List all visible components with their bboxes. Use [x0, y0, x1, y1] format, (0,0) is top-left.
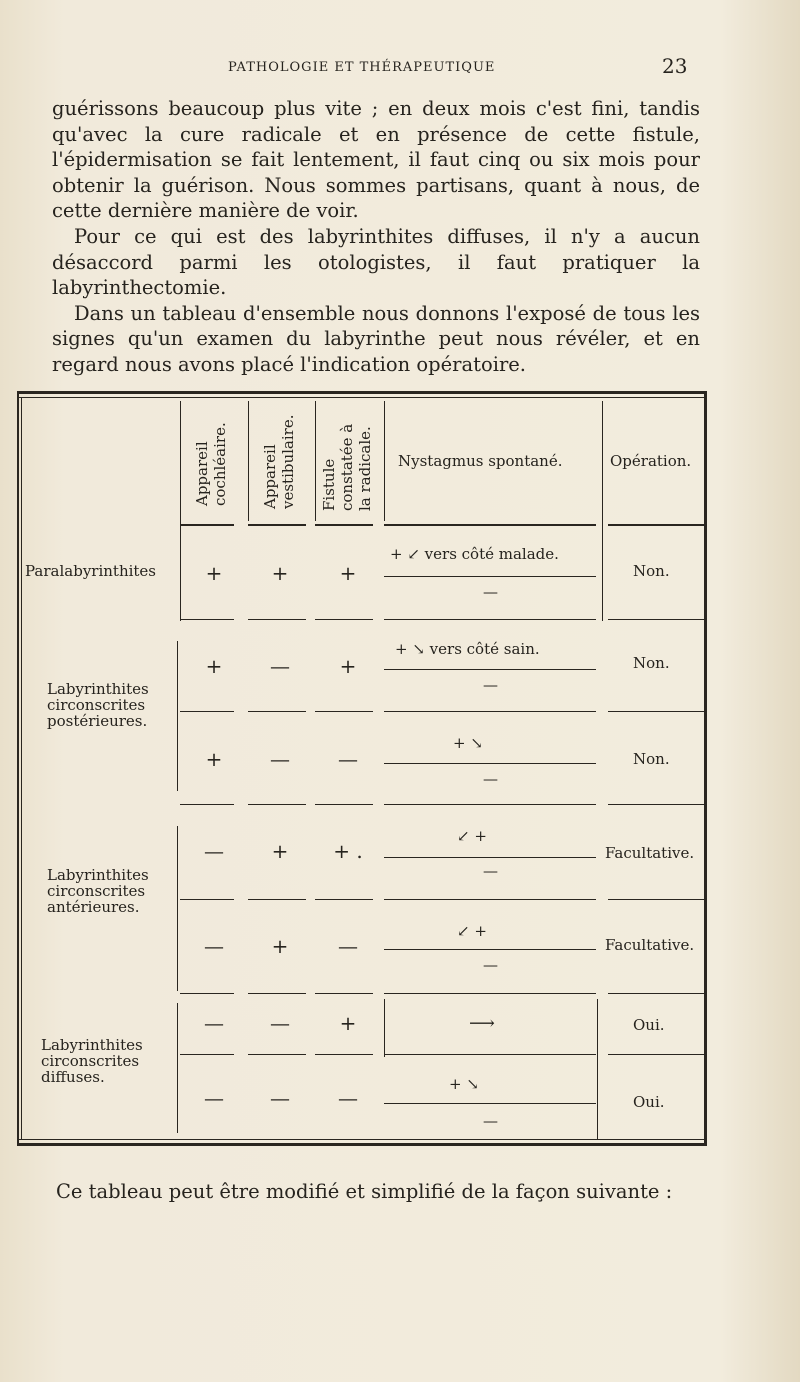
group-label-line: circonscrites — [41, 1052, 140, 1070]
header-nystagmus: Nystagmus spontané. — [398, 452, 563, 470]
cell-cochlear: + — [205, 747, 223, 771]
header-line: constatée à — [338, 423, 356, 511]
header-line: cochléaire. — [211, 422, 229, 506]
indications-table — [17, 391, 707, 1151]
cell-vestibular: — — [270, 1086, 290, 1110]
cell-vestibular: — — [270, 747, 290, 771]
cell-operation: Oui. — [633, 1093, 665, 1111]
group-label-line: diffuses. — [41, 1068, 105, 1086]
header-line: vestibulaire. — [279, 414, 297, 509]
cell-nystagmus-bottom: — — [483, 1112, 498, 1130]
header-line: Appareil — [193, 441, 211, 506]
cell-fistula: — — [338, 934, 358, 958]
group-label-line: Labyrinthites — [41, 1036, 143, 1054]
group-label-line: Labyrinthites — [47, 866, 149, 884]
cell-operation: Facultative. — [605, 936, 695, 954]
paragraph: guérissons beaucoup plus vite ; en deux mois c'est fini, tandis qu'avec la cure radicale et en présence de cette fistule, l'épidermisation se fait lentement, il faut cinq ou six mois pour obtenir la guérison. Nous sommes partisans, quant à nous, de cette dernière manière de voir. — [52, 97, 700, 223]
header-vestibular — [261, 415, 297, 510]
cell-nystagmus-bottom: — — [483, 770, 498, 788]
cell-cochlear: — — [204, 934, 224, 958]
group-label-line: Labyrinthites — [47, 680, 149, 698]
group-label — [47, 681, 149, 729]
cell-nystagmus-top: + ↙ vers côté malade. — [390, 545, 559, 563]
cell-operation: Non. — [633, 750, 670, 768]
header-line: Appareil — [261, 444, 279, 509]
cell-operation: Oui. — [633, 1016, 665, 1034]
cell-cochlear: + — [205, 561, 223, 585]
cell-nystagmus-top: ↙ + — [457, 827, 487, 845]
page-number: 23 — [662, 54, 688, 78]
cell-fistula: — — [338, 747, 358, 771]
group-label — [47, 867, 149, 915]
header-operation: Opération. — [610, 452, 692, 470]
header-line: Fistule — [320, 458, 338, 511]
header-line: la radicale. — [356, 426, 374, 511]
cell-fistula: — — [338, 1086, 358, 1110]
cell-nystagmus-bottom: — — [483, 583, 498, 601]
closing-sentence: Ce tableau peut être modifié et simplifié de la façon suivante : — [56, 1180, 673, 1203]
cell-fistula: + . — [333, 839, 363, 863]
group-label: Paralabyrinthites — [25, 562, 157, 580]
group-label-line: antérieures. — [47, 898, 140, 916]
cell-vestibular: — — [270, 654, 290, 678]
body-text — [52, 96, 700, 378]
cell-vestibular: + — [271, 561, 289, 585]
cell-nystagmus-bottom: — — [483, 862, 498, 880]
cell-operation: Facultative. — [605, 844, 695, 862]
cell-fistula: + — [339, 654, 357, 678]
cell-nystagmus-top: + ↘ — [449, 1075, 479, 1093]
cell-nystagmus-top: ⟶ — [469, 1013, 495, 1034]
cell-cochlear: + — [205, 654, 223, 678]
cell-fistula: + — [339, 561, 357, 585]
cell-nystagmus-top: + ↘ vers côté sain. — [395, 640, 540, 658]
cell-fistula: + — [339, 1011, 357, 1035]
cell-vestibular: + — [271, 839, 289, 863]
cell-nystagmus-top: + ↘ — [453, 734, 483, 752]
cell-cochlear: — — [204, 839, 224, 863]
header-cochlear — [193, 422, 229, 506]
cell-vestibular: — — [270, 1011, 290, 1035]
group-label-line: circonscrites — [47, 696, 146, 714]
paragraph: Pour ce qui est des labyrinthites diffuses, il n'y a aucun désaccord parmi les otologistes, il faut pratiquer la labyrinthectomie. — [52, 224, 700, 300]
cell-nystagmus-bottom: — — [483, 676, 498, 694]
header-fistula — [320, 424, 374, 511]
group-label-line: circonscrites — [47, 882, 146, 900]
group-label-line: postérieures. — [47, 712, 148, 730]
cell-operation: Non. — [633, 562, 670, 580]
group-label — [41, 1037, 143, 1085]
cell-nystagmus-bottom: — — [483, 956, 498, 974]
page-header — [0, 52, 800, 82]
paragraph: Dans un tableau d'ensemble nous donnons l'exposé de tous les signes qu'un examen du labyrinthe peut nous révéler, et en regard nous avons placé l'indication opératoire. — [52, 301, 700, 376]
cell-cochlear: — — [204, 1086, 224, 1110]
cell-nystagmus-top: ↙ + — [457, 922, 487, 940]
cell-cochlear: — — [204, 1011, 224, 1035]
cell-operation: Non. — [633, 654, 670, 672]
cell-vestibular: + — [271, 934, 289, 958]
running-title: PATHOLOGIE ET THÉRAPEUTIQUE — [228, 60, 496, 75]
